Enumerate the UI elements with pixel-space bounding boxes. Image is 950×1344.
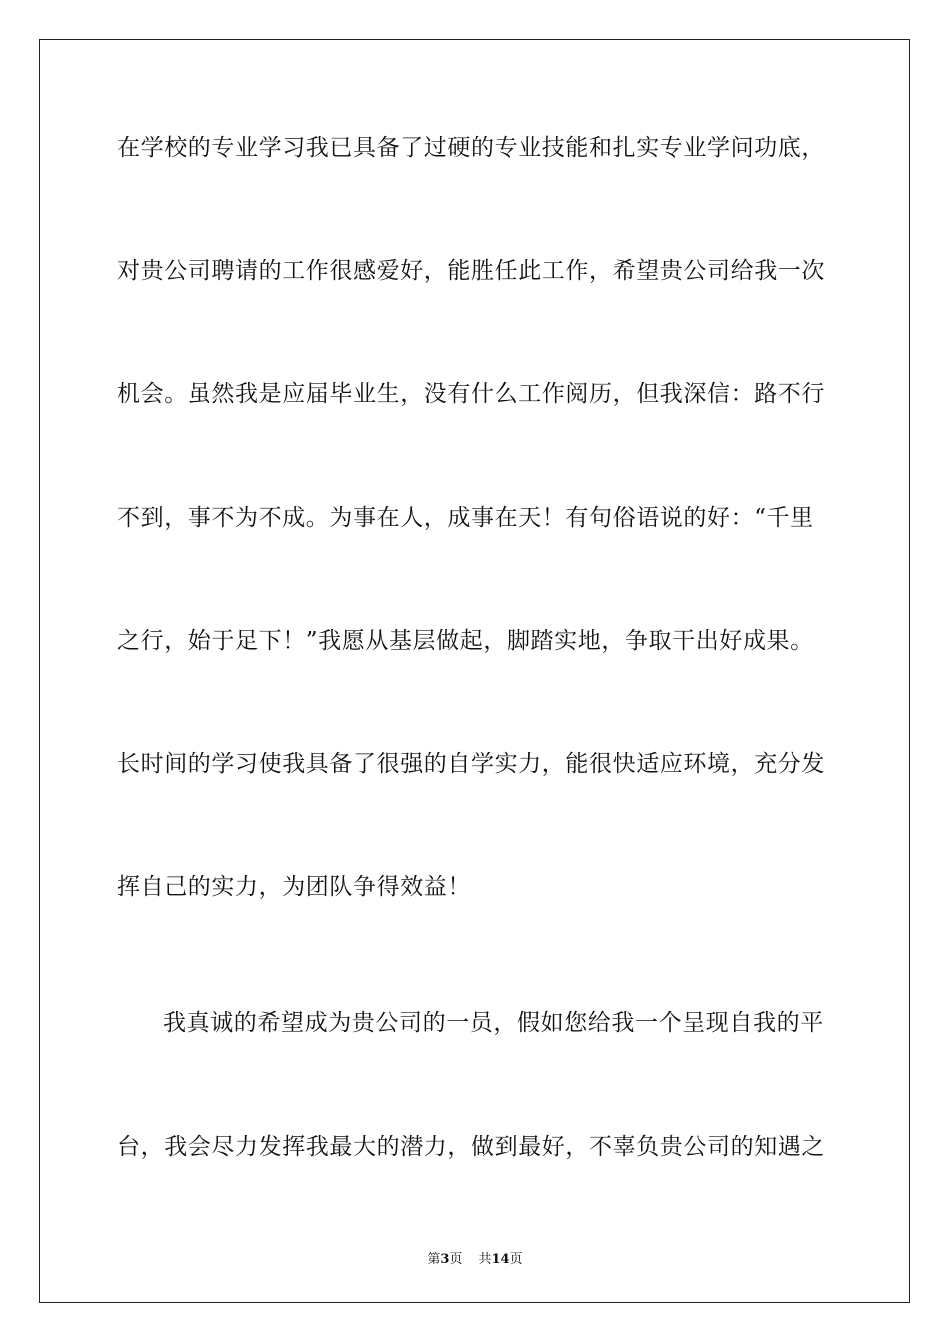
total-suffix: 页 bbox=[509, 1252, 523, 1267]
text-line-1: 在学校的专业学习我已具备了过硬的专业技能和扎实专业学问功底， bbox=[117, 135, 825, 161]
total-pages: 14 bbox=[491, 1252, 510, 1267]
page-prefix: 第 bbox=[427, 1252, 441, 1267]
page-footer bbox=[0, 1248, 950, 1267]
page-suffix: 页 bbox=[449, 1252, 463, 1267]
text-line-2: 对贵公司聘请的工作很感爱好，能胜任此工作，希望贵公司给我一次 bbox=[117, 258, 825, 284]
page-number: 3 bbox=[440, 1252, 450, 1267]
text-line-6: 长时间的学习使我具备了很强的自学实力，能很快适应环境，充分发 bbox=[117, 751, 825, 777]
total-prefix: 共 bbox=[478, 1252, 492, 1267]
text-line-3: 机会。虽然我是应届毕业生，没有什么工作阅历，但我深信：路不行 bbox=[117, 381, 825, 407]
text-line-7: 挥自己的实力，为团队争得效益！ bbox=[117, 874, 471, 900]
text-line-4: 不到，事不为不成。为事在人，成事在天！有句俗语说的好：“千里 bbox=[117, 505, 814, 531]
text-line-8-paragraph-start: 我真诚的希望成为贵公司的一员，假如您给我一个呈现自我的平 bbox=[163, 1010, 824, 1036]
page-border bbox=[39, 39, 910, 1303]
text-line-5: 之行，始于足下！”我愿从基层做起，脚踏实地，争取干出好成果。 bbox=[117, 628, 814, 654]
text-line-9: 台，我会尽力发挥我最大的潜力，做到最好，不辜负贵公司的知遇之 bbox=[117, 1134, 825, 1160]
